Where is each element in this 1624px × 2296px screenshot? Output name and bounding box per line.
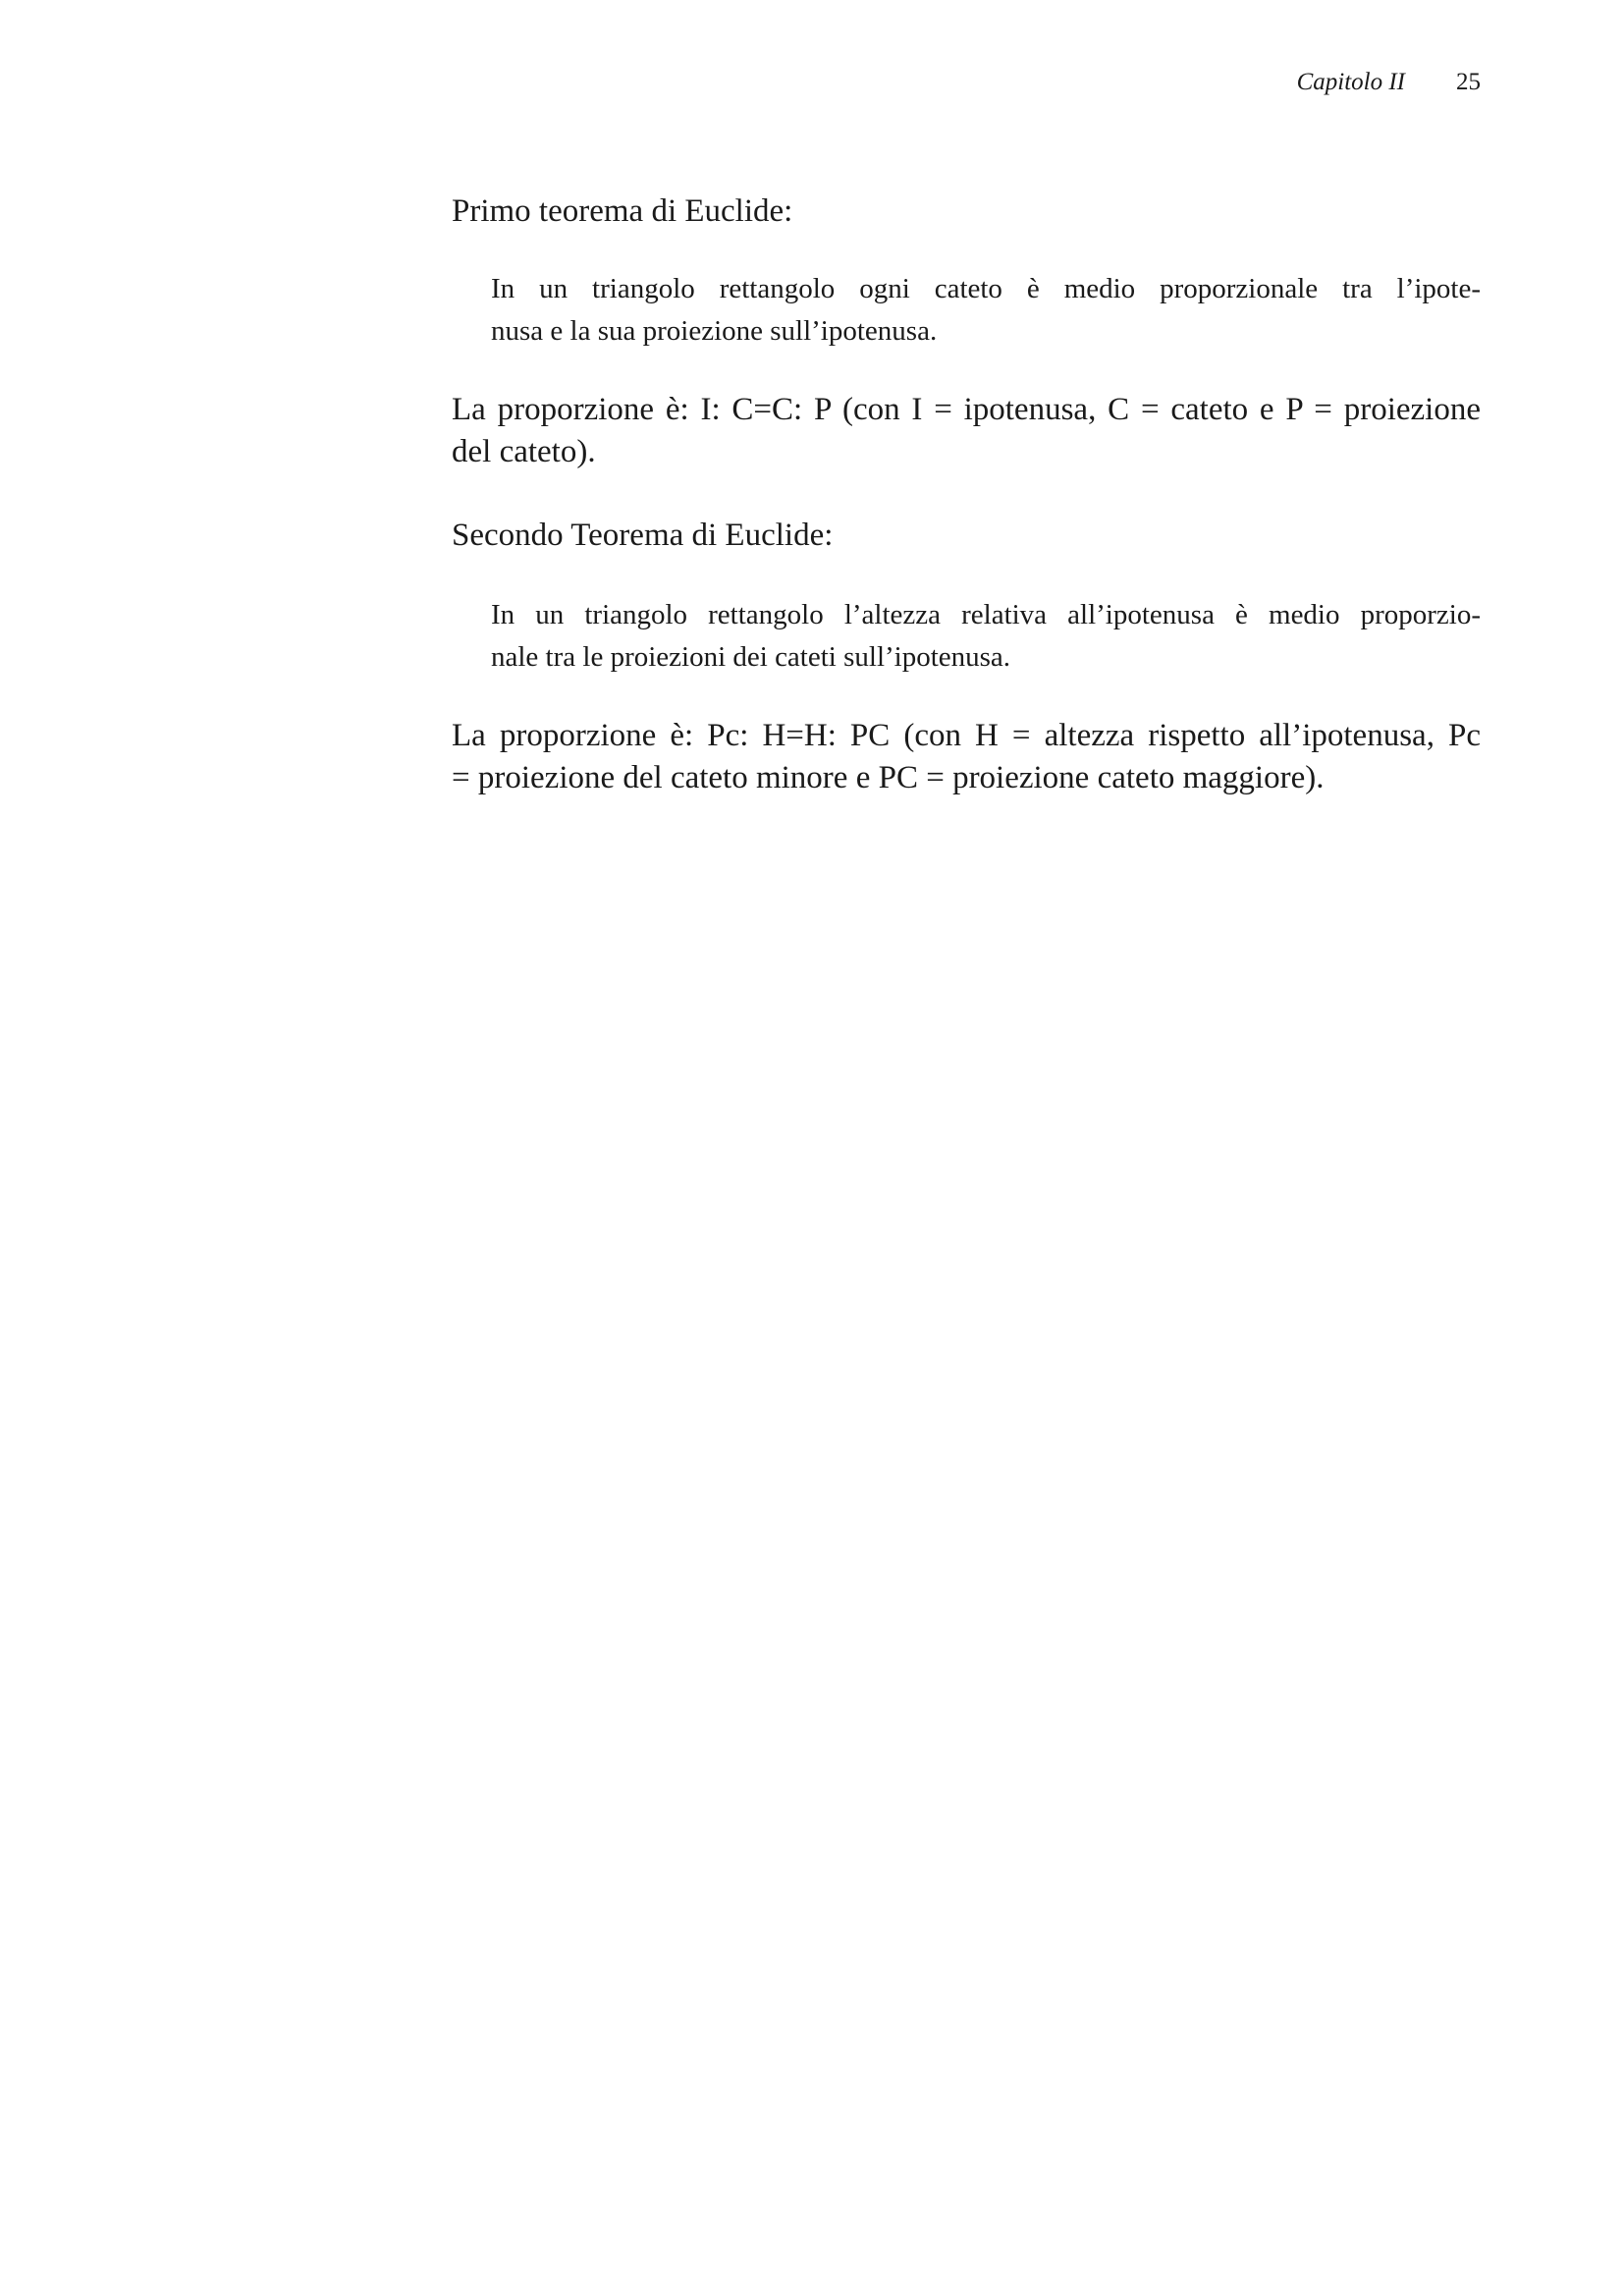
first-theorem-statement bbox=[491, 268, 1481, 353]
statement-line: nale tra le proiezioni dei cateti sull’ipotenusa. bbox=[491, 641, 1011, 673]
statement-line: nusa e la sua proiezione sull’ipotenusa. bbox=[491, 315, 938, 347]
proportion-line: La proporzione è: Pc: H=H: PC (con H = altezza rispetto all’ipotenusa, Pc bbox=[452, 718, 1481, 753]
page-number: 25 bbox=[1456, 69, 1481, 95]
second-theorem-proportion bbox=[452, 715, 1481, 799]
first-theorem-proportion bbox=[452, 389, 1481, 473]
proportion-line: del cateto). bbox=[452, 434, 596, 469]
second-theorem-heading: Secondo Teorema di Euclide: bbox=[452, 518, 834, 553]
first-theorem-heading: Primo teorema di Euclide: bbox=[452, 193, 793, 229]
proportion-line: La proporzione è: I: C=C: P (con I = ipotenusa, C = cateto e P = proiezione bbox=[452, 392, 1481, 427]
statement-line: In un triangolo rettangolo ogni cateto è medio proporzionale tra l’ipote- bbox=[491, 273, 1481, 304]
statement-line: In un triangolo rettangolo l’altezza relativa all’ipotenusa è medio proporzio- bbox=[491, 599, 1481, 630]
chapter-title: Capitolo II bbox=[1296, 69, 1405, 95]
running-head bbox=[1178, 69, 1481, 108]
proportion-line: = proiezione del cateto minore e PC = proiezione cateto maggiore). bbox=[452, 760, 1325, 795]
second-theorem-statement bbox=[491, 594, 1481, 679]
